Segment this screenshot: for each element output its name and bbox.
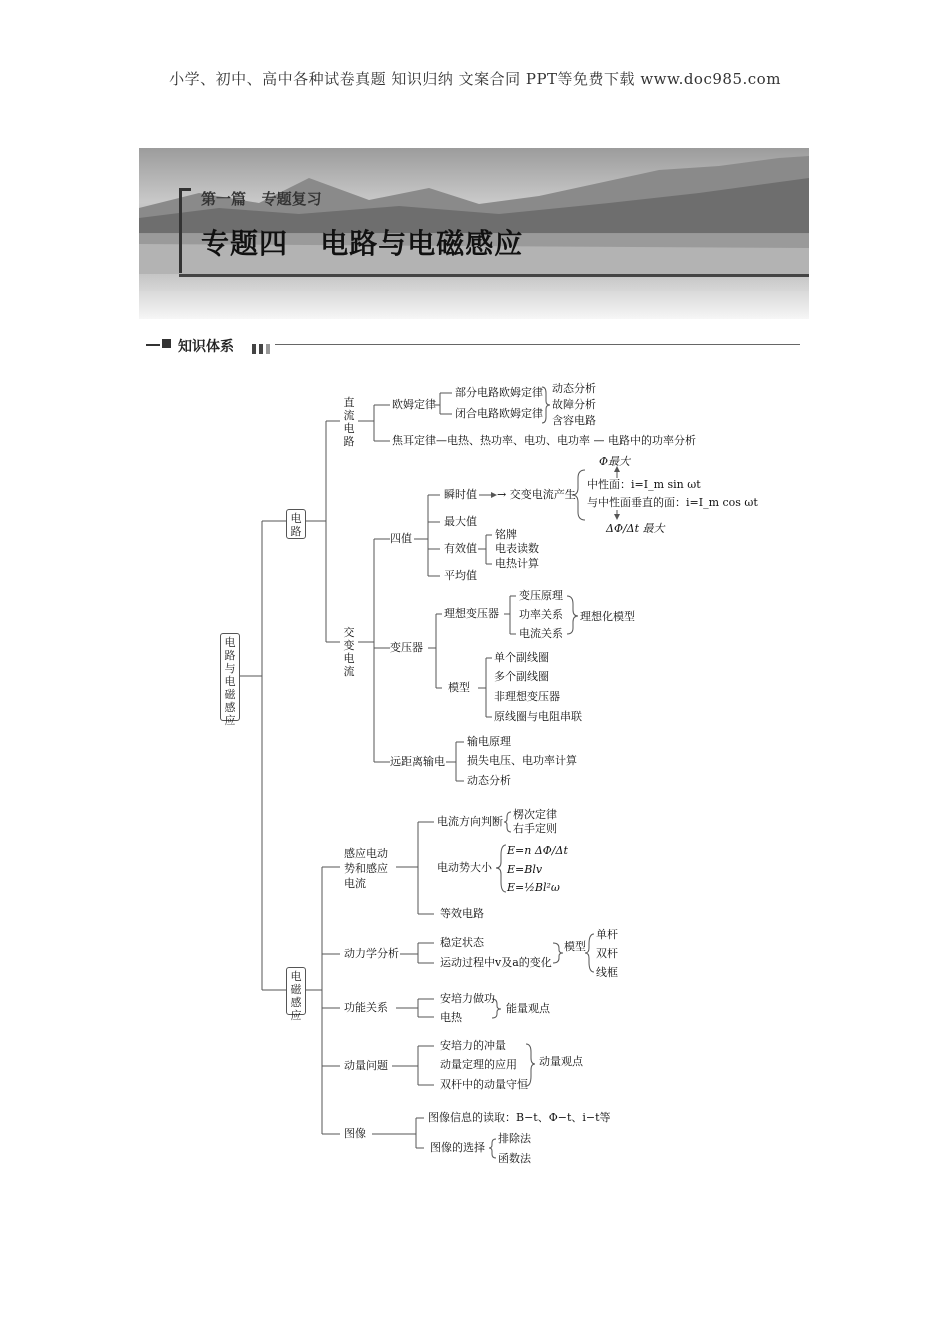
right-hand-rule: 右手定则 <box>513 822 557 835</box>
long-distance: 远距离输电 <box>390 755 445 768</box>
current-relation: 电流关系 <box>519 627 563 640</box>
joule-law: 焦耳定律 <box>392 434 436 447</box>
graph-reading: 图像信息的读取：B−t、Φ−t、i−t等 <box>428 1111 611 1124</box>
work-energy: 功能关系 <box>344 1001 388 1014</box>
double-rod: 双杆 <box>596 947 618 960</box>
dynamic-analysis: 动态分析 <box>552 382 596 395</box>
partial-ohm: 部分电路欧姆定律 <box>455 386 543 399</box>
ac-current: 交变电流 <box>343 626 355 678</box>
ideal-model: 理想化模型 <box>580 610 635 623</box>
nameplate: 铭牌 <box>495 528 517 541</box>
single-rod: 单杆 <box>596 928 618 941</box>
joule-detail: —电热、热功率、电功、电功率 — 电路中的功率分析 <box>436 434 696 447</box>
dynamics-analysis: 动力学分析 <box>344 947 399 960</box>
capacitor-circuit: 含容电路 <box>552 414 596 427</box>
heat-calc: 电热计算 <box>495 557 539 570</box>
ohm-law: 欧姆定律 <box>392 398 436 411</box>
brace-icon <box>541 385 551 425</box>
frame: 线框 <box>596 966 618 979</box>
momentum-view: 动量观点 <box>539 1055 583 1068</box>
branch-induction: 电磁感应 <box>286 967 306 1015</box>
transmission-principle: 输电原理 <box>467 735 511 748</box>
ampere-work: 安培力做功 <box>440 992 495 1005</box>
transformer-principle: 变压原理 <box>519 589 563 602</box>
phi-max: Φ最大 <box>599 455 631 468</box>
max-value: 最大值 <box>444 515 477 528</box>
graph-choice: 图像的选择 <box>430 1141 485 1154</box>
nonideal-transformer: 非理想变压器 <box>494 690 560 703</box>
current-direction: 电流方向判断 <box>437 815 503 828</box>
lenz-law: 楞次定律 <box>513 808 557 821</box>
closed-ohm: 闭合电路欧姆定律 <box>455 407 543 420</box>
exclusion-method: 排除法 <box>498 1132 531 1145</box>
meter-reading: 电表读数 <box>495 542 539 555</box>
four-values: 四值 <box>390 532 412 545</box>
ac-generation: → 交变电流产生 <box>497 488 576 501</box>
energy-view: 能量观点 <box>506 1002 550 1015</box>
emf-magnitude: 电动势大小 <box>437 861 492 874</box>
fault-analysis: 故障分析 <box>552 398 596 411</box>
theorem-application: 动量定理的应用 <box>440 1058 517 1071</box>
perp-plane: 与中性面垂直的面：i=I_m cos ωt <box>587 496 758 509</box>
model: 模型 <box>448 681 470 694</box>
banner-title: 专题四 电路与电磁感应 <box>201 227 524 260</box>
page-header-text: 小学、初中、高中各种试卷真题 知识归纳 文案合同 PPT等免费下载 www.doc985.com <box>169 70 781 88</box>
primary-series-resistor: 原线圈与电阻串联 <box>494 710 582 723</box>
single-secondary: 单个副线圈 <box>494 651 549 664</box>
power-relation: 功率关系 <box>519 608 563 621</box>
formula-blv: E=Blv <box>507 863 543 876</box>
model-2: 模型 <box>564 940 586 953</box>
ideal-transformer: 理想变压器 <box>444 607 499 620</box>
induced-emf: 感应电动势和感应电流 <box>344 847 388 890</box>
banner-subtitle: 第一篇 专题复习 <box>201 190 322 208</box>
steady-state: 稳定状态 <box>440 936 484 949</box>
loss-calc: 损失电压、电功率计算 <box>467 754 577 767</box>
instant-value: 瞬时值 <box>444 488 477 501</box>
section-title: 知识体系 <box>178 339 234 355</box>
neutral-plane: 中性面：i=I_m sin ωt <box>587 478 701 491</box>
formula-faraday: E=n ΔΦ/Δt <box>507 844 568 857</box>
momentum-problem: 动量问题 <box>344 1059 388 1072</box>
formula-rotation: E=½Bl²ω <box>507 881 560 894</box>
average-value: 平均值 <box>444 569 477 582</box>
effective-value: 有效值 <box>444 542 477 555</box>
motion-change: 运动过程中v及a的变化 <box>440 956 552 969</box>
root-node: 电路与电磁感应 <box>220 633 240 721</box>
double-rod-conservation: 双杆中的动量守恒 <box>440 1078 528 1091</box>
graph: 图像 <box>344 1127 366 1140</box>
electric-heat: 电热 <box>440 1011 462 1024</box>
dphi-max: ΔΦ/Δt 最大 <box>606 522 665 535</box>
function-method: 函数法 <box>498 1152 531 1165</box>
dc-circuit: 直流电路 <box>343 396 355 448</box>
branch-circuit: 电路 <box>286 509 306 539</box>
equivalent-circuit: 等效电路 <box>440 907 484 920</box>
ampere-impulse: 安培力的冲量 <box>440 1039 506 1052</box>
multi-secondary: 多个副线圈 <box>494 670 549 683</box>
dynamic-analysis-2: 动态分析 <box>467 774 511 787</box>
transformer: 变压器 <box>390 641 423 654</box>
